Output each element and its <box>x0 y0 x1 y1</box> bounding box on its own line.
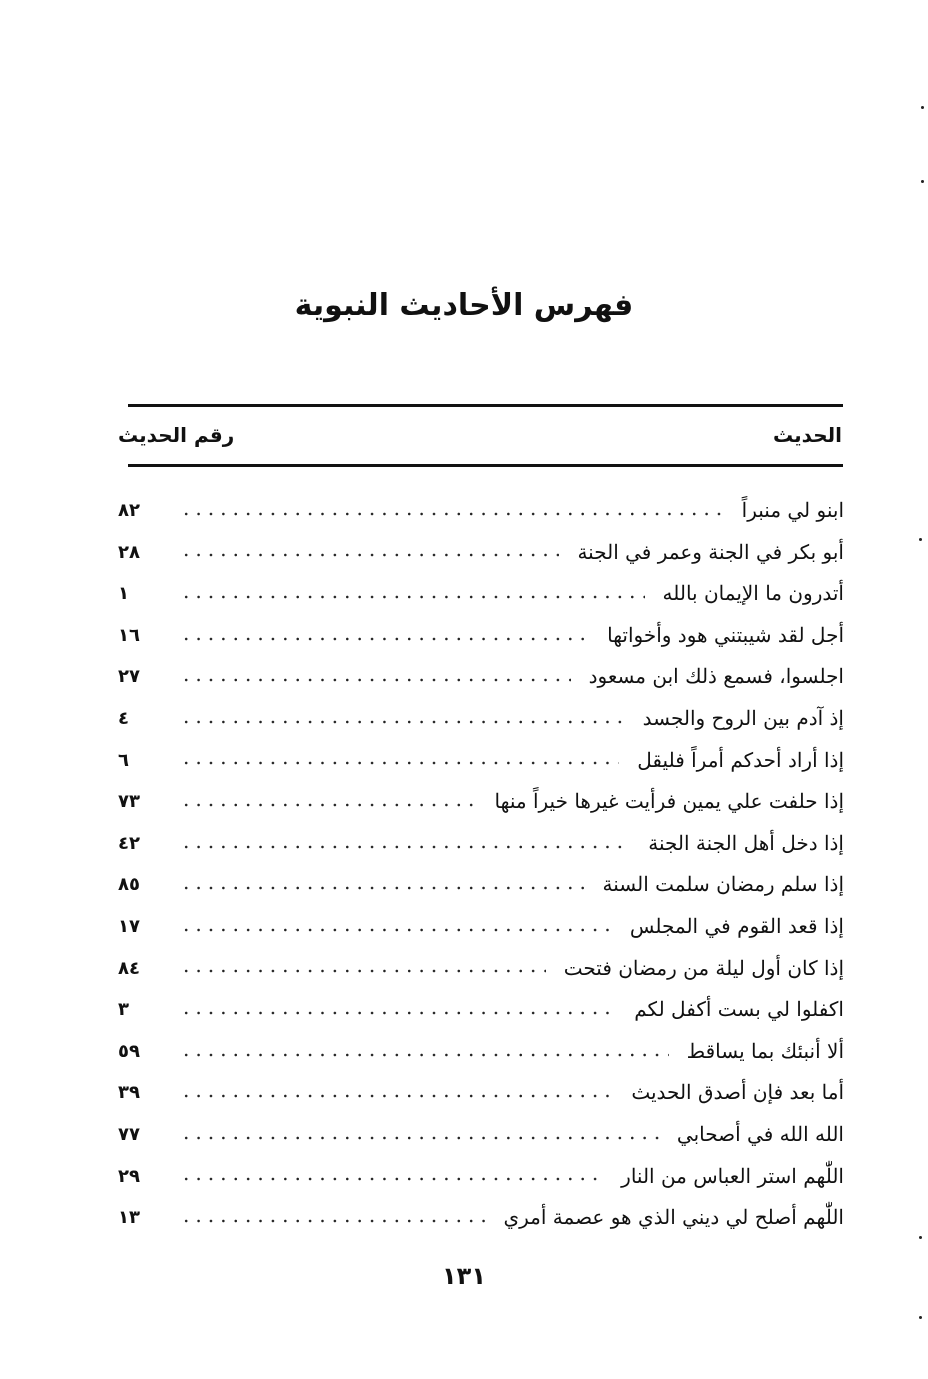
margin-speck <box>921 106 924 109</box>
dot-leader <box>180 1011 616 1015</box>
hadith-index-list <box>118 490 844 1239</box>
hadith-number: ٨٥ <box>118 874 140 896</box>
list-item <box>118 781 844 823</box>
list-item <box>118 823 844 865</box>
hadith-text: الله الله في أصحابي <box>676 1121 844 1146</box>
dot-leader <box>180 886 585 890</box>
list-item <box>118 989 844 1031</box>
margin-speck <box>919 1316 922 1319</box>
list-item <box>118 656 844 698</box>
dot-leader <box>180 1094 613 1098</box>
hadith-text: أجل لقد شيبتني هود وأخواتها <box>607 622 844 647</box>
hadith-text: ألا أنبئك بما يساقط <box>686 1038 844 1063</box>
hadith-text: أما بعد فإن أصدق الحديث <box>631 1080 844 1105</box>
hadith-text: إذا قعد القوم في المجلس <box>629 913 844 938</box>
hadith-number: ٨٢ <box>118 500 140 521</box>
list-item <box>118 490 844 532</box>
dot-leader <box>180 595 645 599</box>
hadith-text: إذا حلفت علي يمين فرأيت غيرها خيراً منها <box>494 789 844 814</box>
hadith-number: ٤ <box>118 707 129 729</box>
dot-leader <box>180 845 630 849</box>
hadith-number: ٣ <box>118 999 129 1021</box>
dot-leader <box>180 1219 485 1223</box>
hadith-text: ابنو لي منبراً <box>741 498 844 522</box>
margin-speck <box>921 180 924 183</box>
hadith-number: ٨٤ <box>118 957 140 979</box>
dot-leader <box>180 1053 669 1057</box>
hadith-text: إذا أراد أحدكم أمراً فليقل <box>637 747 844 772</box>
dot-leader <box>180 1177 603 1181</box>
table-header <box>118 418 842 452</box>
list-item <box>118 1072 844 1114</box>
hadith-number: ١٣ <box>118 1207 140 1229</box>
margin-speck <box>919 538 922 541</box>
hadith-number: ٢٩ <box>118 1165 140 1187</box>
hadith-text: إذا سلم رمضان سلمت السنة <box>602 872 844 897</box>
hadith-number: ٧٣ <box>118 791 140 813</box>
list-item <box>118 864 844 906</box>
dot-leader <box>180 1136 659 1140</box>
header-number-label: رقم الحديث <box>118 423 235 447</box>
page-number: ١٣١ <box>442 1262 486 1290</box>
dot-leader <box>180 512 724 516</box>
list-item <box>118 573 844 615</box>
dot-leader <box>180 761 619 765</box>
hadith-text: أتدرون ما الإيمان بالله <box>662 581 844 606</box>
hadith-number: ٦ <box>118 749 129 771</box>
hadith-text: اكفلوا لي بست أكفل لكم <box>634 997 844 1022</box>
hadith-text: إذا كان أول ليلة من رمضان فتحت <box>563 955 844 980</box>
hadith-number: ٥٩ <box>118 1040 140 1062</box>
hadith-number: ٢٨ <box>118 541 140 563</box>
hadith-text: اجلسوا، فسمع ذلك ابن مسعود <box>588 664 844 689</box>
dot-leader <box>180 969 546 973</box>
hadith-number: ١٦ <box>118 624 140 646</box>
margin-speck <box>919 1236 922 1239</box>
dot-leader <box>180 637 589 641</box>
hadith-text: أبو بكر في الجنة وعمر في الجنة <box>577 539 844 564</box>
dot-leader <box>180 720 625 724</box>
hadith-number: ٢٧ <box>118 666 140 688</box>
hadith-text: اللّٰهم استر العباس من النار <box>621 1163 844 1188</box>
hadith-text: إذا دخل أهل الجنة الجنة <box>648 830 844 855</box>
page-title: فهرس الأحاديث النبوية <box>294 288 634 323</box>
table-header-rule <box>128 464 843 467</box>
list-item <box>118 740 844 782</box>
hadith-number: ١ <box>118 583 129 605</box>
hadith-number: ٤٢ <box>118 832 140 854</box>
list-item <box>118 948 844 990</box>
list-item <box>118 1114 844 1156</box>
hadith-number: ١٧ <box>118 915 140 937</box>
hadith-text: اللّٰهم أصلح لي ديني الذي هو عصمة أمري <box>503 1205 844 1230</box>
list-item <box>118 1031 844 1073</box>
list-item <box>118 532 844 574</box>
hadith-number: ٧٧ <box>118 1123 140 1145</box>
dot-leader <box>180 803 477 807</box>
list-item <box>118 615 844 657</box>
dot-leader <box>180 928 612 932</box>
list-item <box>118 1197 844 1239</box>
hadith-text: إذ آدم بين الروح والجسد <box>642 705 844 730</box>
header-hadith-label: الحديث <box>772 423 842 447</box>
hadith-number: ٣٩ <box>118 1082 140 1104</box>
list-item <box>118 1156 844 1198</box>
list-item <box>118 698 844 740</box>
list-item <box>118 906 844 948</box>
dot-leader <box>180 678 571 682</box>
table-top-rule <box>128 404 843 407</box>
dot-leader <box>180 553 559 557</box>
